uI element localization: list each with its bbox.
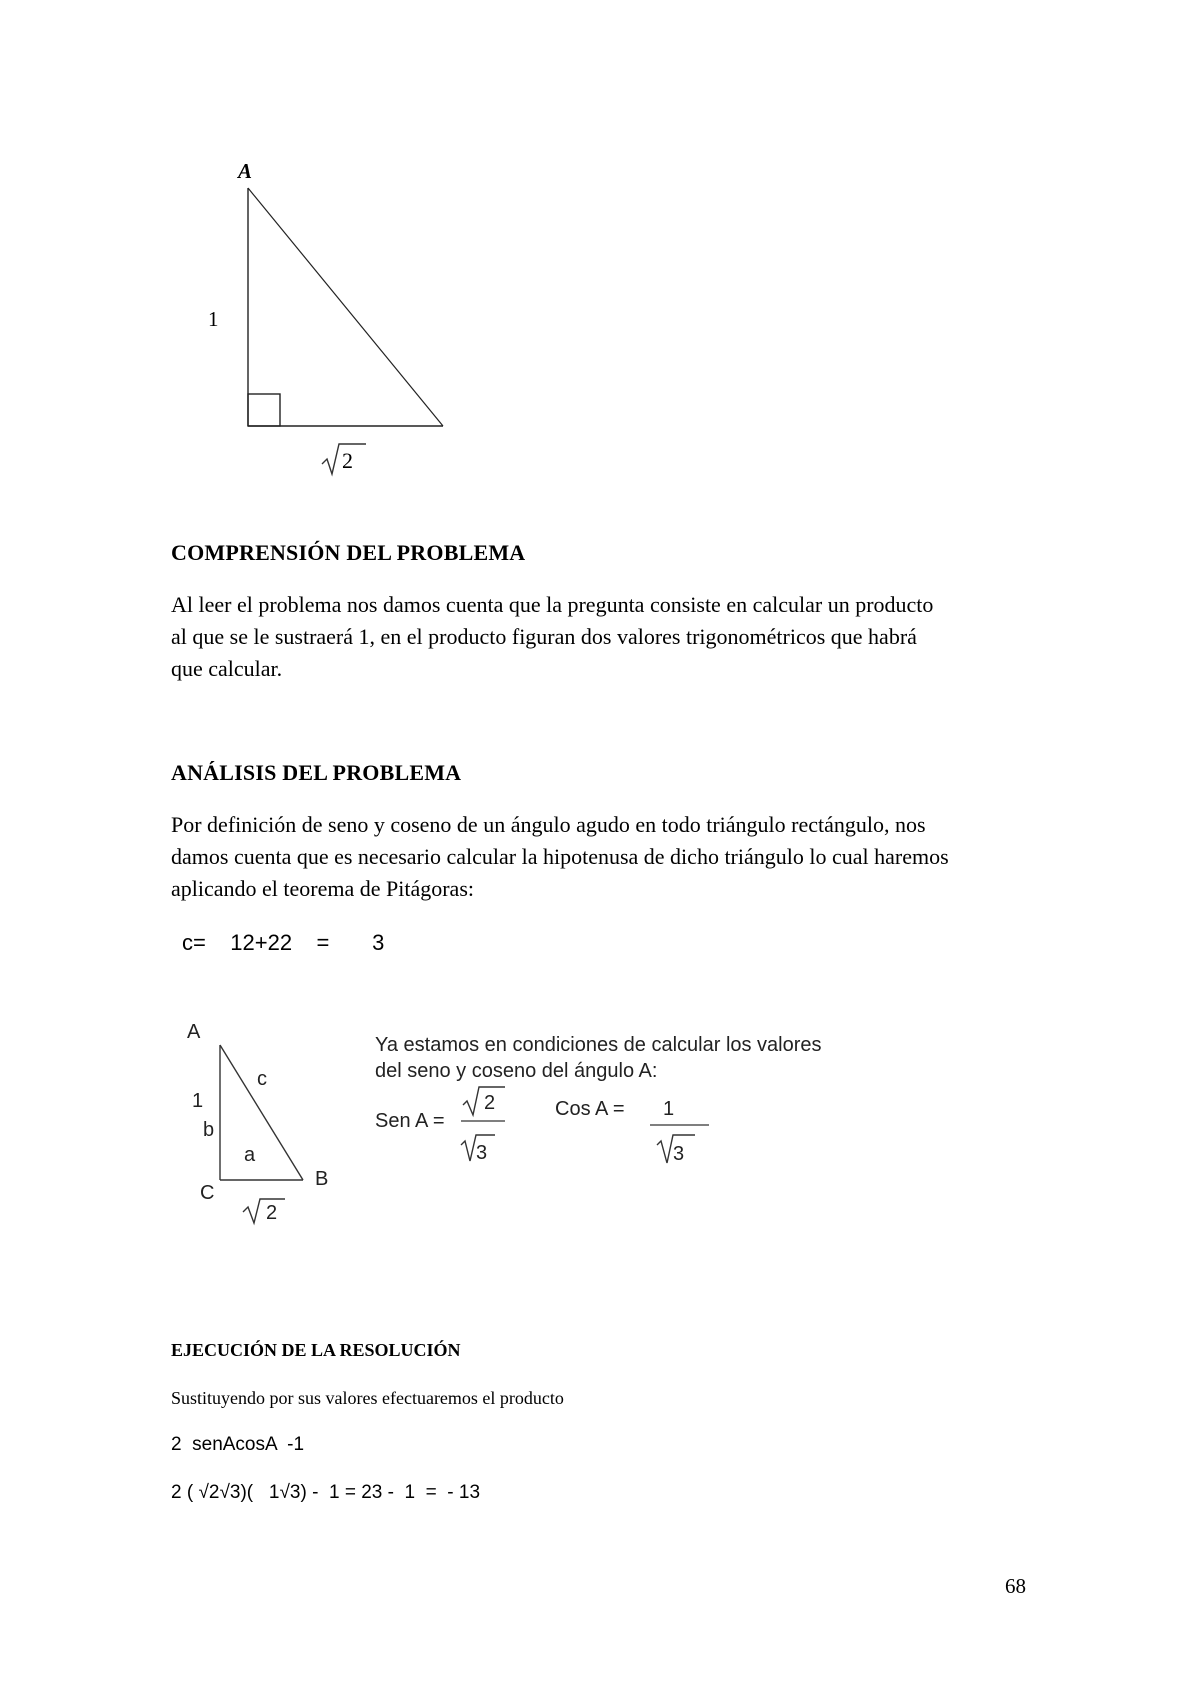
triangle-figure-1 (190, 150, 470, 480)
paragraph-analisis (171, 809, 1051, 905)
triangle-hypotenuse (248, 188, 443, 426)
cos-label: Cos A = (555, 1098, 625, 1120)
fig2-sqrt-radicand: 2 (266, 1202, 278, 1224)
sen-label: Sen A = (375, 1110, 445, 1132)
fig2-label-a: a (244, 1144, 256, 1166)
paragraph-ejecucion: Sustituyendo por sus valores efectuaremos el producto (171, 1388, 564, 1408)
panel-text-line1: Ya estamos en condiciones de calcular los valores (375, 1034, 822, 1056)
fig2-label-c: c (257, 1068, 267, 1090)
panel-text-line2: del seno y coseno del ángulo A: (375, 1060, 658, 1082)
paragraph-line: al que se le sustraerá 1, en el producto figuran dos valores trigonométricos que habrá (171, 624, 917, 649)
paragraph-line: damos cuenta que es necesario calcular la hipotenusa de dicho triángulo lo cual haremos (171, 844, 949, 869)
fig2-label-C: C (200, 1182, 215, 1204)
heading-ejecucion: EJECUCIÓN DE LA RESOLUCIÓN (171, 1340, 461, 1360)
paragraph-line: aplicando el teorema de Pitágoras: (171, 876, 474, 901)
fig2-label-b: b (203, 1119, 215, 1141)
pythagoras-formula: c= 12+22 = 3 (182, 930, 385, 955)
cos-denominator: 3 (673, 1143, 685, 1165)
heading-analisis: ANÁLISIS DEL PROBLEMA (171, 760, 462, 785)
sen-cos-panel (365, 1015, 822, 1180)
paragraph-line: que calcular. (171, 656, 283, 681)
fig2-label-A: A (187, 1021, 201, 1043)
side-label-sqrt-radicand: 2 (342, 448, 353, 473)
fig2-side-c (220, 1045, 303, 1180)
sen-numerator: 2 (484, 1092, 496, 1114)
paragraph-line: Al leer el problema nos damos cuenta que la pregunta consiste en calcular un producto (171, 592, 934, 617)
page-number: 68 (1005, 1574, 1026, 1598)
expression-1: 2 senAcosA -1 (171, 1434, 305, 1455)
fig2-sqrt-sign (243, 1199, 285, 1223)
paragraph-comprension (171, 589, 1051, 685)
heading-comprension: COMPRENSIÓN DEL PROBLEMA (171, 540, 526, 565)
fig2-label-one: 1 (192, 1090, 204, 1112)
vertex-label-a: A (238, 159, 253, 183)
sen-denominator: 3 (476, 1142, 488, 1164)
cos-numerator: 1 (663, 1098, 675, 1120)
paragraph-line: Por definición de seno y coseno de un ángulo agudo en todo triángulo rectángulo, nos (171, 812, 926, 837)
right-angle-marker (248, 394, 280, 426)
fig2-label-B: B (315, 1168, 329, 1190)
expression-2: 2 ( √2√3)( 1√3) - 1 = 23 - 1 = - 13 (171, 1482, 481, 1503)
side-label-one: 1 (208, 307, 219, 331)
